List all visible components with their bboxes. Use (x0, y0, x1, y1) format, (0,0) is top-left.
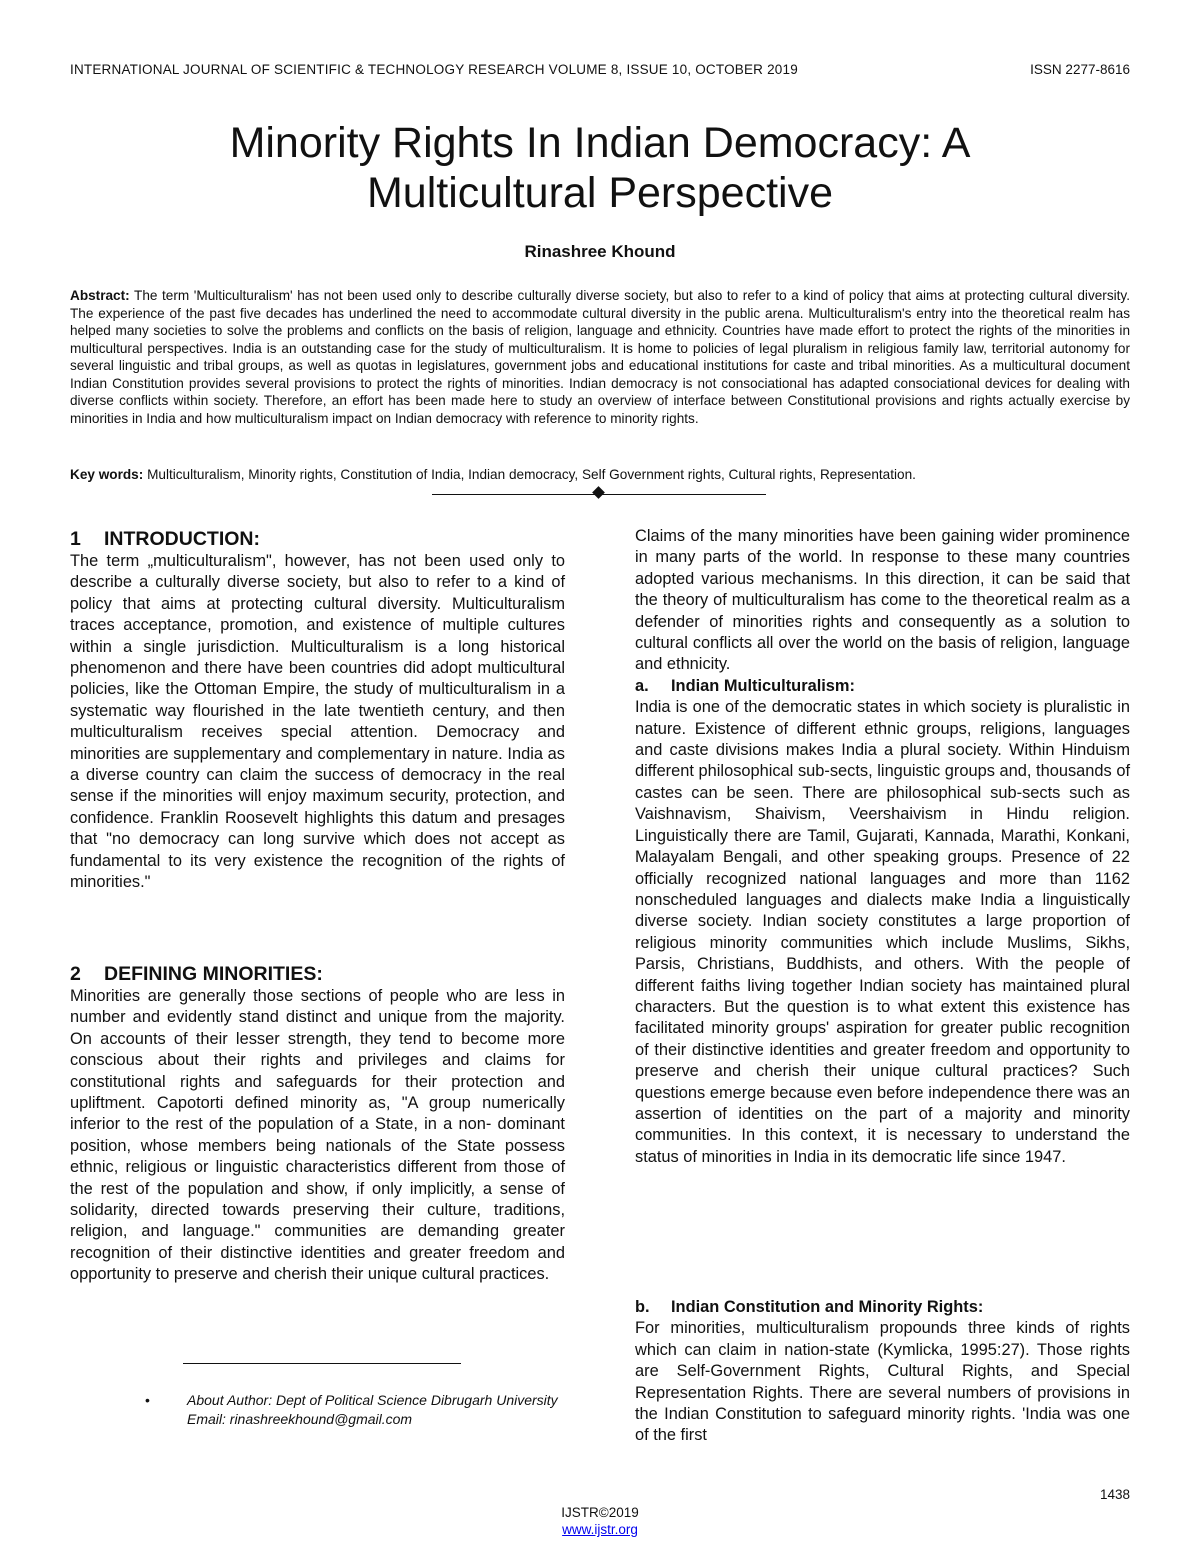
author-name: Rinashree Khound (524, 242, 676, 261)
section-heading-defining-minorities (70, 962, 565, 986)
keywords (70, 467, 1130, 482)
copyright: IJSTR©2019 (561, 1505, 639, 1520)
page-number: 1438 (1099, 1487, 1130, 1502)
footer-url (0, 1522, 1200, 1537)
left-column (70, 527, 565, 894)
subsection-title: Indian Multiculturalism: (671, 676, 855, 695)
subsection-number: b. (635, 1298, 650, 1316)
subsection-number: a. (635, 676, 649, 695)
defining-minorities-paragraph: Minorities are generally those sections of people who are less in number and evidently stand distinct and unique from the majority. On accounts of their lesser strength, they tend to become more conscious about their rights and privileges and claims for constitutional rights and safeguards for their protection and upliftment. Capotorti defined minority as, "A group numerically inferior to the rest of the population of a State, in a non- dominant position, whose members being nationals of the State possess ethnic, religious or linguistic characteristics different from those of the rest of the population and show, if only implicitly, a sense of solidarity, directed towards preserving their culture, traditions, religion, and language." communities are demanding greater recognition of their distinctive identities and greater freedom and opportunity to preserve and cherish their unique cultural practices. (70, 987, 565, 1284)
right-column (635, 526, 1130, 1168)
keywords-label: Key words: (70, 467, 144, 482)
journal-link[interactable]: www.ijstr.org (562, 1522, 638, 1537)
journal-header: INTERNATIONAL JOURNAL OF SCIENTIFIC & TECHNOLOGY RESEARCH VOLUME 8, ISSUE 10, OCTOBER 2019 (70, 62, 798, 77)
footnote-rule (183, 1363, 461, 1364)
subsection-title: Indian Constitution and Minority Rights: (671, 1298, 984, 1316)
section-title: INTRODUCTION: (104, 528, 260, 550)
introduction-paragraph: The term „multiculturalism", however, has not been used only to describe a culturally diverse society, but also to refer to a kind of policy that aims at protecting cultural diversity. Multiculturalism traces acceptance, promotion, and existence of multiple cultures within a single jurisdiction. Multiculturalism is a long historical phenomenon and there have been countries did adopt multicultural policies, like the Ottoman Empire, the study of multiculturalism in a systematic way flourished in the late twentieth century, and then multiculturalism receives special attention. Democracy and minorities are supplementary and complementary in nature. India as a diverse country can claim the success of democracy in the real sense if the minorities will enjoy maximum security, protection, and confidence. Franklin Roosevelt highlights this datum and presages that "no democracy can long survive which does not accept as fundamental to its very existence the recognition of the rights of minorities." (70, 552, 565, 892)
subsection-heading-indian-multiculturalism (635, 676, 1130, 697)
abstract-text: The term 'Multiculturalism' has not been used only to describe culturally diverse society, but also to refer to a kind of policy that aims at protecting cultural diversity. The experience of the past five decades has underlined the need to accommodate cultural diversity in the public arena. Multiculturalism's entry into the theoretical realm has helped many societies to solve the problems and conflicts on the basis of religion, language and ethnicity. Countries have made effort to protect the rights of the minorities in multicultural perspectives. India is an outstanding case for the study of multiculturalism. It is home to policies of legal pluralism in religious family law, territorial autonomy for several linguistic and tribal groups, as well as quotas in legislatures, government jobs and educational institutions for caste and tribal minorities. As a multicultural document Indian Constitution provides several provisions to protect the rights of minorities. Indian democracy is not consociational has adapted consociational devices for dealing with diverse conflicts within society. Therefore, an effort has been made here to study an overview of interface between Constitutional provisions and rights actually exercise by minorities in India and how multiculturalism impact on Indian democracy with reference to minority rights. (70, 288, 1130, 426)
section-heading-introduction (70, 527, 565, 551)
title-line-1: Minority Rights In Indian Democracy: A (229, 119, 971, 167)
footnote-bullet: • (145, 1392, 150, 1408)
constitution-paragraph: For minorities, multiculturalism propounds three kinds of rights which can claim in nation-state (Kymlicka, 1995:27). Those rights are Self-Government Rights, Cultural Rights, and Special Representation Rights. There are several numbers of provisions in the Indian Constitution to safeguard minority rights. 'India was one of the first (635, 1319, 1130, 1445)
divider-diamond-icon (592, 486, 605, 499)
abstract (70, 287, 1130, 427)
issn-header: ISSN 2277-8616 (1030, 62, 1130, 77)
section-number: 2 (70, 963, 81, 985)
left-column-section-2 (70, 962, 565, 1286)
title-line-2: Multicultural Perspective (366, 169, 833, 217)
section-title: DEFINING MINORITIES: (104, 963, 323, 985)
abstract-label: Abstract: (70, 288, 130, 303)
subsection-heading-constitution-minority-rights (635, 1297, 1130, 1318)
section-number: 1 (70, 528, 81, 550)
claims-paragraph: Claims of the many minorities have been gaining wider prominence in many parts of the world. In response to these many countries adopted various mechanisms. In this direction, it can be said that the theory of multiculturalism has come to the theoretical realm as a defender of minorities rights and consequently as a solution to cultural conflicts all over the world on the basis of religion, language and ethnicity. (635, 527, 1130, 674)
paper-title (100, 118, 1100, 218)
keywords-text: Multiculturalism, Minority rights, Constitution of India, Indian democracy, Self Government rights, Cultural rights, Representation. (147, 467, 916, 482)
indian-multiculturalism-paragraph: India is one of the democratic states in which society is pluralistic in nature. Existence of different ethnic groups, religions, languages and caste divisions makes India a plural society. Within Hinduism different philosophical sub-sects, linguistic groups and, thousands of castes can be seen. There are philosophical sub-sects such as Vaishnavism, Shaivism, Veershaivism in Hindu religion. Linguistically there are Tamil, Gujarati, Kannada, Marathi, Konkani, Malayalam Bengali, and other speaking groups. Presence of 22 officially recognized national languages and more than 1162 nonscheduled languages and dialects make India a linguistically diverse society. Indian society constitutes a large proportion of religious minority communities which include Muslims, Sikhs, Parsis, Christians, Buddhists, and others. With the people of different faiths living together Indian society has maintained plural characters. But the question is to what extent this existence has facilitated minority groups' aspiration for greater public recognition of their distinctive identities and greater freedom and opportunity to preserve and cherish their unique cultural practices? Such questions emerge because even before independence there was an assertion of identities on the part of a majority and minority communities. In this context, it is necessary to understand the status of minorities in India in its democratic life since 1947. (635, 698, 1130, 1166)
author-footnote: About Author: Dept of Political Science Dibrugarh University Email: rinashreekhound@gmail.com (187, 1392, 558, 1427)
right-column-subsection-b (635, 1297, 1130, 1447)
